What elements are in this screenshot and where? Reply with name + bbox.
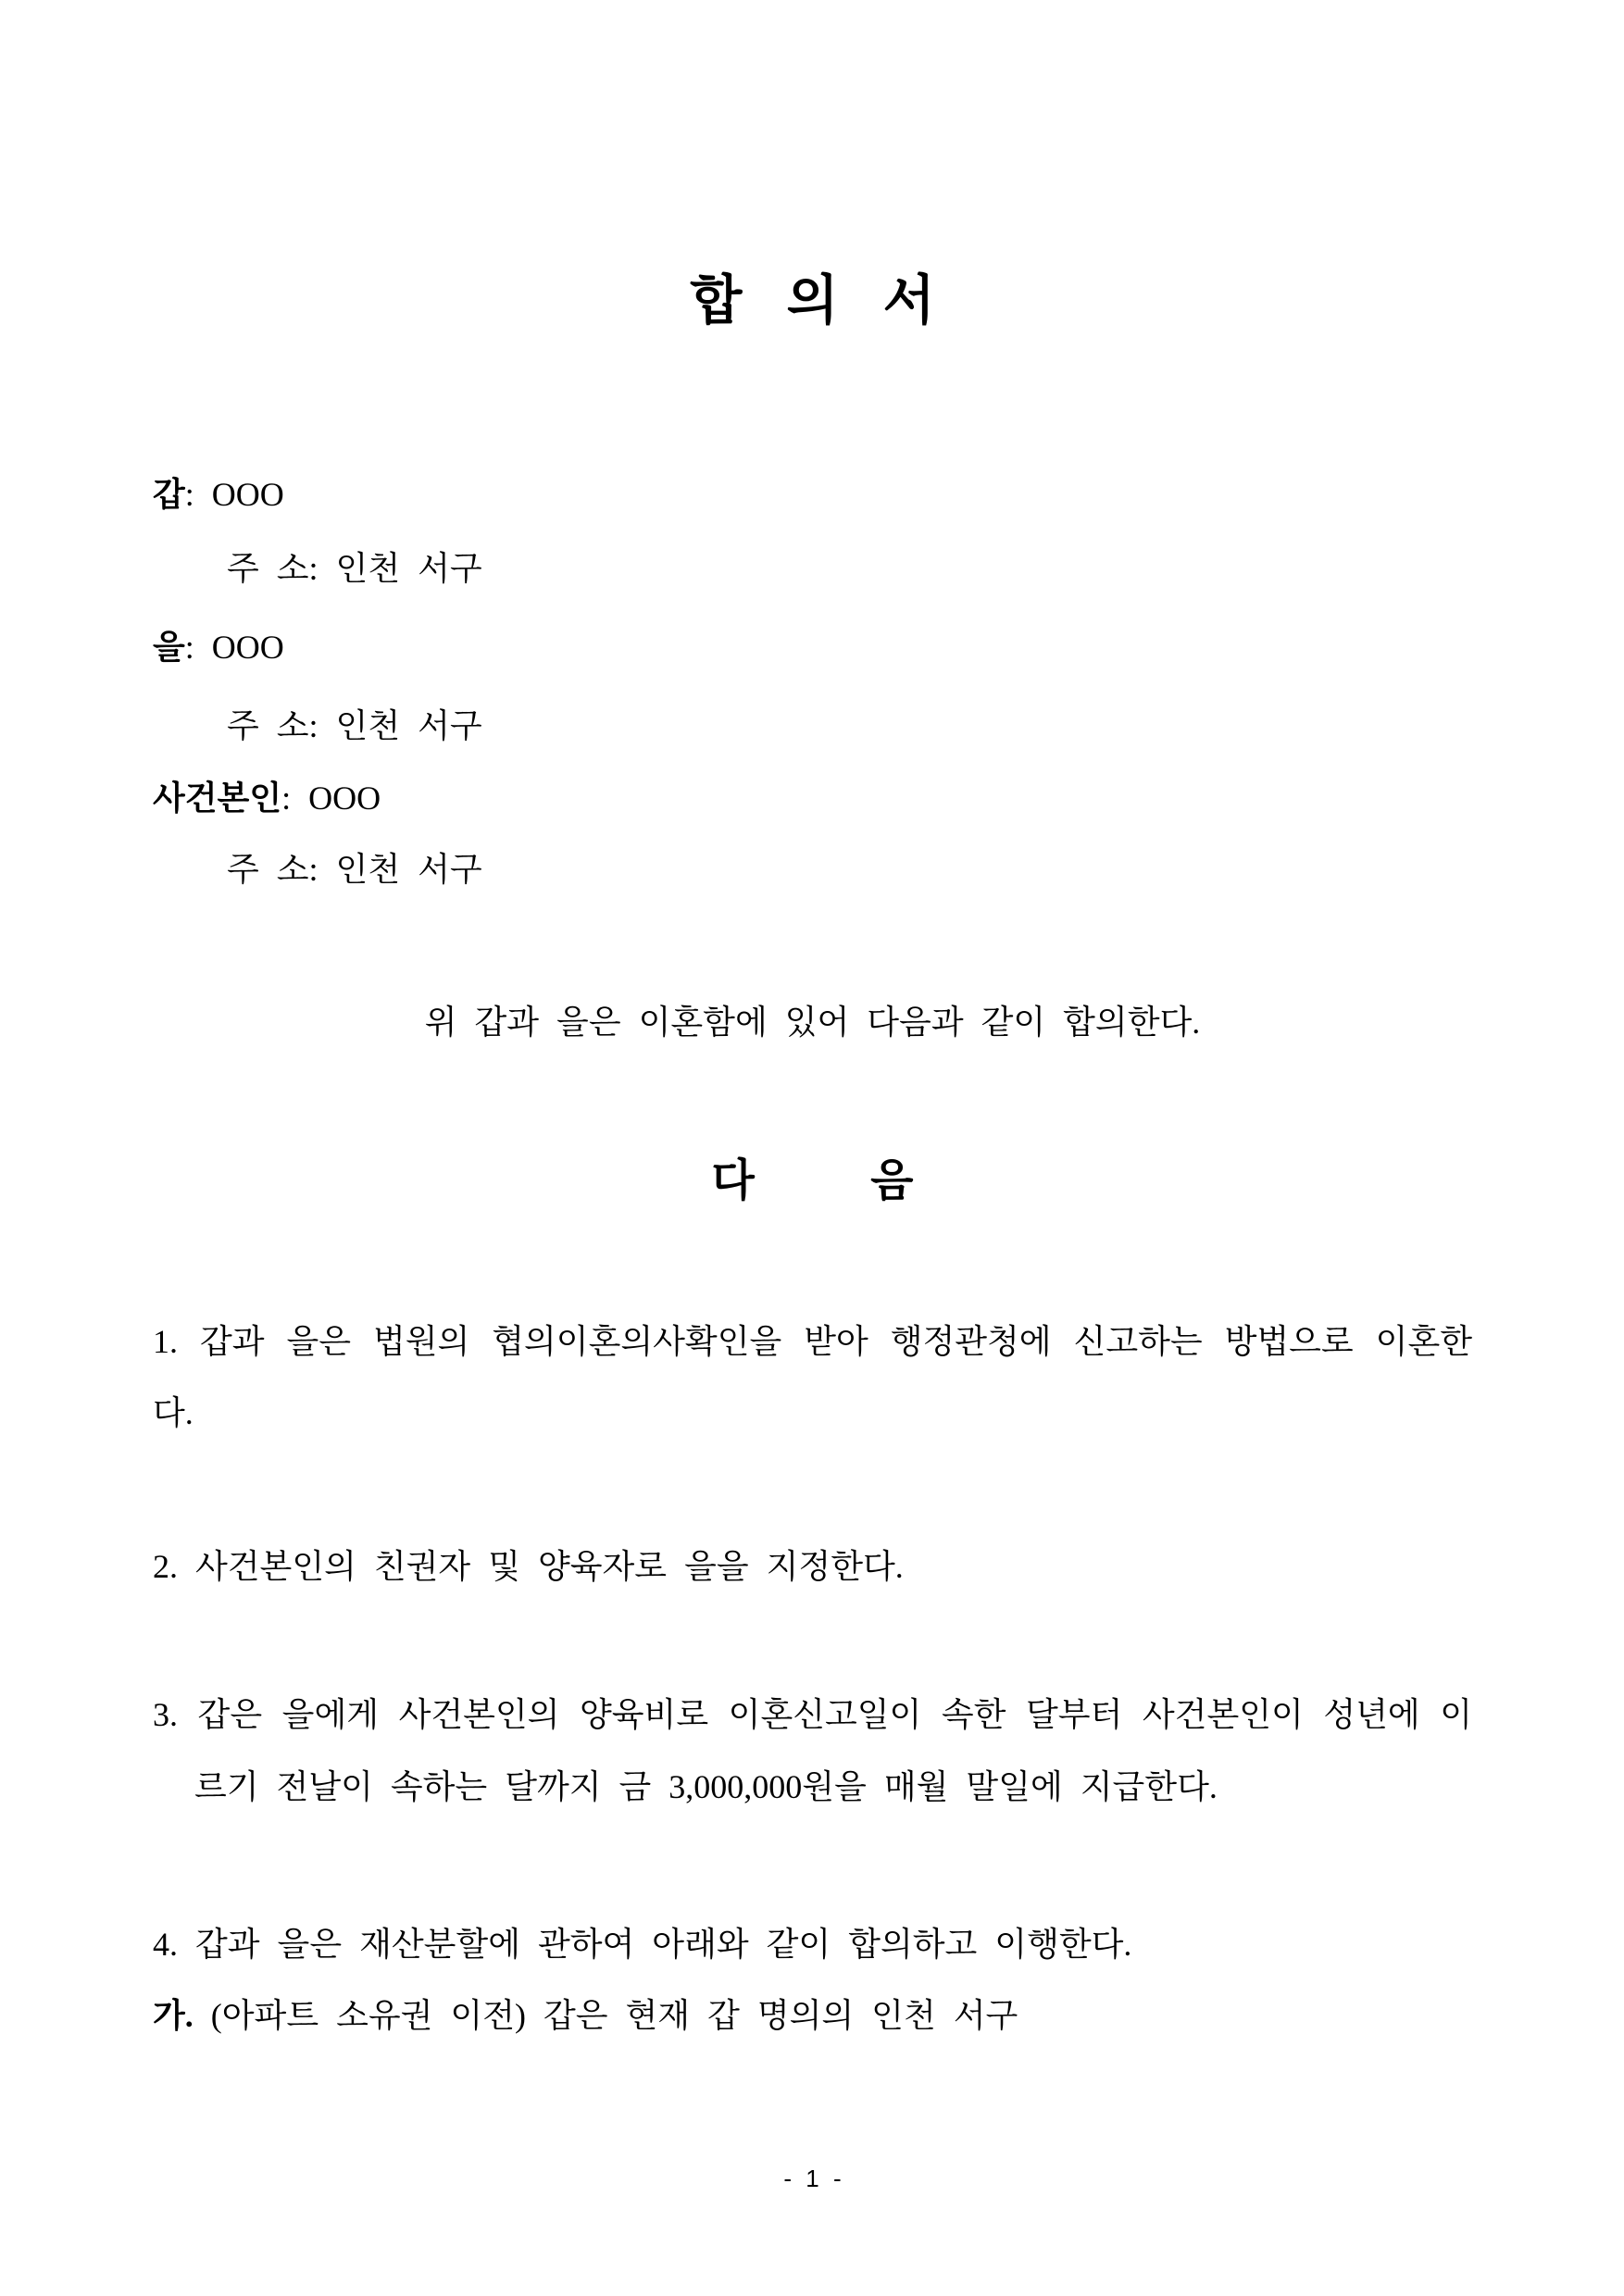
clause-4: 4. 갑과 을은 재산분할에 관하여 아래와 같이 합의하고 이행한다.	[153, 1926, 1132, 1963]
clause-1-line-1: 1. 갑과 을은 법원의 협의이혼의사확인을 받아 행정관청에 신고하는 방법으로 이혼한	[153, 1323, 1472, 1360]
party-b-label: 을	[153, 629, 185, 666]
party-a-address: 주 소: 인천 서구	[227, 550, 482, 587]
subject-value: : OOO	[281, 780, 381, 817]
party-b-address: 주 소: 인천 서구	[227, 707, 482, 744]
subject-address: 주 소: 인천 서구	[227, 851, 482, 888]
subject-line	[153, 778, 1472, 819]
clause-4a-label: 가.	[153, 1997, 194, 2034]
preamble: 위 갑과 을은 이혼함에 있어 다음과 같이 합의한다.	[424, 1004, 1201, 1041]
party-b-value: : OOO	[184, 629, 284, 666]
clause-3-line-2: 르기 전날이 속하는 달까지 금 3,000,000원을 매월 말일에 지급한다.	[194, 1768, 1218, 1805]
party-a-label: 갑	[153, 476, 185, 513]
clause-4a-line	[153, 1995, 1472, 2037]
document-title: 합 의 서	[690, 270, 935, 331]
page-number: - 1 -	[783, 2165, 842, 2192]
party-a-line	[153, 474, 1472, 516]
subject-label: 사건본인	[153, 780, 282, 817]
document-subtitle: 다 음	[711, 1156, 914, 1205]
party-a-value: : OOO	[184, 476, 284, 513]
clause-4a-text: (아파트 소유권 이전) 갑은 현재 갑 명의의 인천 서구	[210, 1997, 1018, 2034]
clause-3-line-1: 3. 갑은 을에게 사건본인의 양육비로 이혼신고일이 속한 달부터 사건본인이 성년에 이	[153, 1696, 1472, 1733]
party-b-line	[153, 627, 1472, 668]
clause-2: 2. 사건본인의 친권자 및 양육자로 을을 지정한다.	[153, 1548, 904, 1585]
clause-1-line-2: 다.	[153, 1394, 194, 1431]
